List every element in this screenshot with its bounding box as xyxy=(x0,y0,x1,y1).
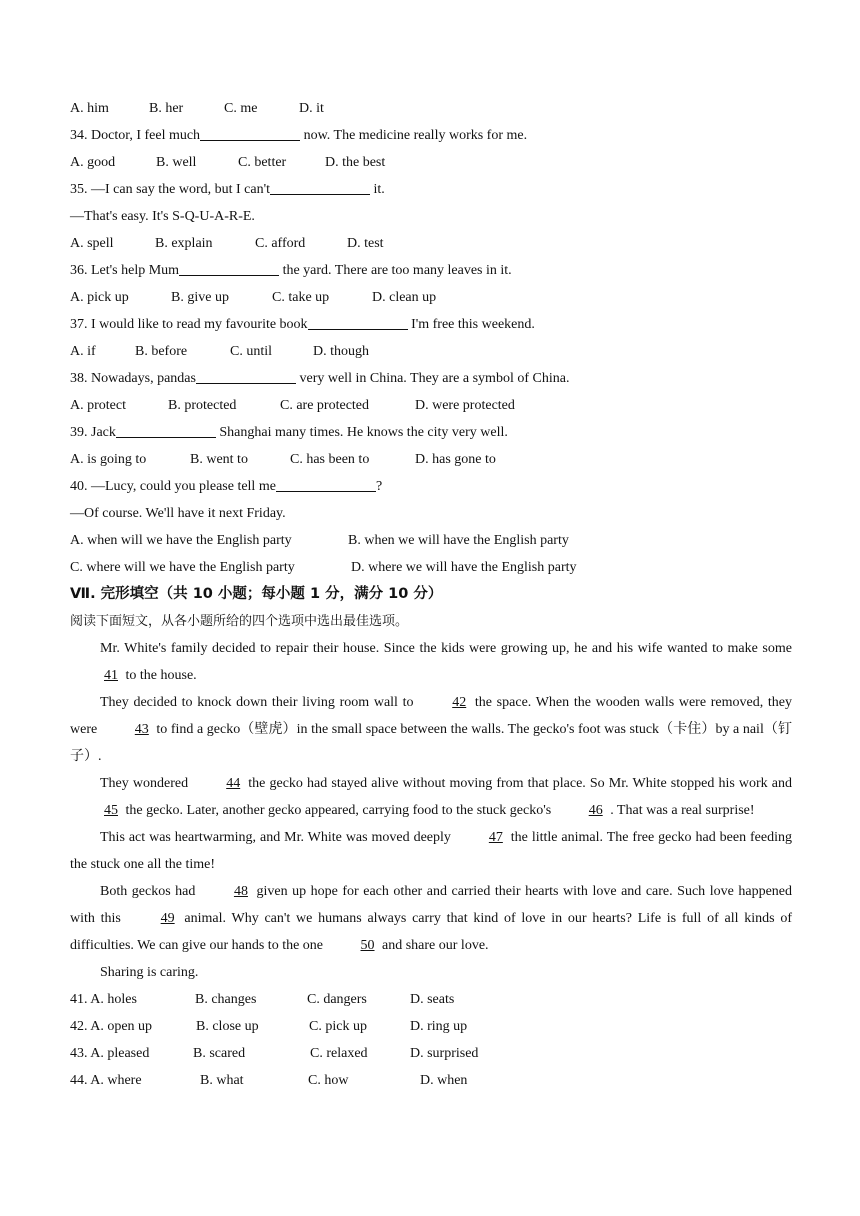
option: B. when we will have the English party xyxy=(348,533,569,548)
answer-blank xyxy=(270,178,370,195)
option: D. seats xyxy=(410,992,455,1007)
q42-options xyxy=(70,1013,792,1040)
q34-options xyxy=(70,149,792,176)
option: D. were protected xyxy=(415,398,515,413)
passage-text: Mr. White's family decided to repair their house. Since the kids were growing up, he and his wife wanted to make some xyxy=(100,641,792,656)
option: D. though xyxy=(313,344,369,359)
option: D. when xyxy=(420,1073,468,1088)
option: B. went to xyxy=(190,452,248,467)
option: B. well xyxy=(156,155,197,170)
cloze-blank-49: 49 xyxy=(160,911,175,926)
q43-options xyxy=(70,1040,792,1067)
option: C. pick up xyxy=(309,1019,367,1034)
option: C. dangers xyxy=(307,992,367,1007)
option: D. it xyxy=(299,101,324,116)
option: B. explain xyxy=(155,236,213,251)
question-text: it. xyxy=(370,182,385,197)
option: D. test xyxy=(347,236,384,251)
question-40 xyxy=(70,473,792,500)
passage-paragraph xyxy=(70,635,792,689)
option: A. him xyxy=(70,101,109,116)
option: B. before xyxy=(135,344,188,359)
option: D. the best xyxy=(325,155,386,170)
cloze-blank-43: 43 xyxy=(134,722,149,737)
question-38 xyxy=(70,365,792,392)
q39-options xyxy=(70,446,792,473)
cloze-blank-44: 44 xyxy=(226,776,241,791)
option: A. when will we have the English party xyxy=(70,533,292,548)
question-text: the yard. There are too many leaves in it. xyxy=(279,263,512,278)
passage-paragraph: Sharing is caring. xyxy=(100,965,199,980)
option: 43. A. pleased xyxy=(70,1046,150,1061)
passage-text: They decided to knock down their living room wall to xyxy=(100,695,419,710)
option: A. is going to xyxy=(70,452,147,467)
passage-text: the little animal. The free gecko had been feeding the stuck one all the time! xyxy=(70,830,792,872)
answer-blank xyxy=(179,259,279,276)
question-text: 37. I would like to read my favourite book xyxy=(70,317,308,332)
section-heading: Ⅶ. 完形填空（共 10 小题；每小题 1 分，满分 10 分） xyxy=(70,586,443,602)
option: A. spell xyxy=(70,236,114,251)
question-text: 35. —I can say the word, but I can't xyxy=(70,182,271,197)
option: C. how xyxy=(308,1073,349,1088)
question-36 xyxy=(70,257,792,284)
q40-options-row2 xyxy=(70,554,792,581)
option: C. better xyxy=(238,155,287,170)
passage-text: to find a gecko（壁虎）in the small space between the walls. The gecko's foot was stuck（卡住）by a nail（钉子）. xyxy=(70,722,793,764)
passage-text: This act was heartwarming, and Mr. White was moved deeply xyxy=(100,830,455,845)
q37-options xyxy=(70,338,792,365)
question-34 xyxy=(70,122,792,149)
option: D. surprised xyxy=(410,1046,479,1061)
passage-text: given up hope for each other and carried their hearts with love and care. Such love happened with this xyxy=(70,884,792,926)
option: B. give up xyxy=(171,290,229,305)
passage-text: and share our love. xyxy=(378,938,489,953)
answer-blank xyxy=(196,367,296,384)
question-35 xyxy=(70,176,792,203)
option: C. take up xyxy=(272,290,330,305)
option: 41. A. holes xyxy=(70,992,137,1007)
option: A. protect xyxy=(70,398,126,413)
option: C. are protected xyxy=(280,398,370,413)
option: C. until xyxy=(230,344,273,359)
question-text: Shanghai many times. He knows the city very well. xyxy=(215,425,508,440)
option: B. protected xyxy=(168,398,237,413)
option: A. if xyxy=(70,344,96,359)
option: D. has gone to xyxy=(415,452,496,467)
cloze-blank-46: 46 xyxy=(588,803,603,818)
option: 44. A. where xyxy=(70,1073,142,1088)
question-text: now. The medicine really works for me. xyxy=(300,128,528,143)
dialogue-reply: —That's easy. It's S-Q-U-A-R-E. xyxy=(70,209,255,224)
q40-options-row1 xyxy=(70,527,792,554)
passage-text: the space. When the wooden walls were removed, they were xyxy=(70,695,792,737)
option: D. ring up xyxy=(410,1019,468,1034)
question-text: 40. —Lucy, could you please tell me xyxy=(70,479,276,494)
passage-text: the gecko had stayed alive without moving from that place. So Mr. White stopped his work and xyxy=(244,776,793,791)
passage-text: to the house. xyxy=(122,668,197,683)
answer-blank xyxy=(200,124,300,141)
option: C. has been to xyxy=(290,452,370,467)
passage-text: . That was a real surprise! xyxy=(606,803,755,818)
cloze-blank-45: 45 xyxy=(104,803,118,818)
option: B. what xyxy=(200,1073,244,1088)
option: C. where will we have the English party xyxy=(70,560,295,575)
option: C. me xyxy=(224,101,258,116)
option: D. where we will have the English party xyxy=(351,560,577,575)
question-text: I'm free this weekend. xyxy=(407,317,535,332)
question-text: very well in China. They are a symbol of China. xyxy=(295,371,570,386)
q36-options xyxy=(70,284,792,311)
option: B. changes xyxy=(195,992,257,1007)
exam-page xyxy=(70,95,792,1094)
passage-text: They wondered xyxy=(100,776,193,791)
answer-blank xyxy=(116,421,216,438)
q35-options xyxy=(70,230,792,257)
option: C. relaxed xyxy=(310,1046,368,1061)
q40-reply xyxy=(70,500,792,527)
passage-paragraph xyxy=(70,770,792,824)
question-text: 34. Doctor, I feel much xyxy=(70,128,201,143)
passage-text: Both geckos had xyxy=(100,884,200,899)
passage-paragraph xyxy=(70,689,792,770)
question-text: 39. Jack xyxy=(70,425,116,440)
cloze-blank-48: 48 xyxy=(233,884,248,899)
answer-blank xyxy=(308,313,408,330)
passage-text: animal. Why can't we humans always carry that kind of love in our hearts? Life is full of all kinds of difficulties. We can give our hands to the one xyxy=(70,911,792,953)
passage-paragraph xyxy=(70,824,792,878)
option: 42. A. open up xyxy=(70,1019,153,1034)
q41-options xyxy=(70,986,792,1013)
q33-options xyxy=(70,95,792,122)
cloze-blank-50: 50 xyxy=(360,938,375,953)
option: D. clean up xyxy=(372,290,437,305)
question-37 xyxy=(70,311,792,338)
option: A. pick up xyxy=(70,290,129,305)
option: B. scared xyxy=(193,1046,246,1061)
question-39 xyxy=(70,419,792,446)
option: A. good xyxy=(70,155,116,170)
option: B. her xyxy=(149,101,184,116)
option: C. afford xyxy=(255,236,306,251)
section-instruction: 阅读下面短文，从各小题所给的四个选项中选出最佳选项。 xyxy=(70,614,409,629)
cloze-blank-41: 41 xyxy=(104,668,118,683)
dialogue-reply: —Of course. We'll have it next Friday. xyxy=(70,506,286,521)
question-text: ? xyxy=(375,479,383,494)
passage-text: the gecko. Later, another gecko appeared, carrying food to the stuck gecko's xyxy=(122,803,555,818)
question-text: 38. Nowadays, pandas xyxy=(70,371,196,386)
answer-blank xyxy=(276,475,376,492)
cloze-blank-47: 47 xyxy=(488,830,503,845)
option: B. close up xyxy=(196,1019,259,1034)
q38-options xyxy=(70,392,792,419)
q44-options xyxy=(70,1067,792,1094)
passage-paragraph xyxy=(70,878,792,959)
cloze-blank-42: 42 xyxy=(452,695,467,710)
question-text: 36. Let's help Mum xyxy=(70,263,180,278)
q35-reply xyxy=(70,203,792,230)
